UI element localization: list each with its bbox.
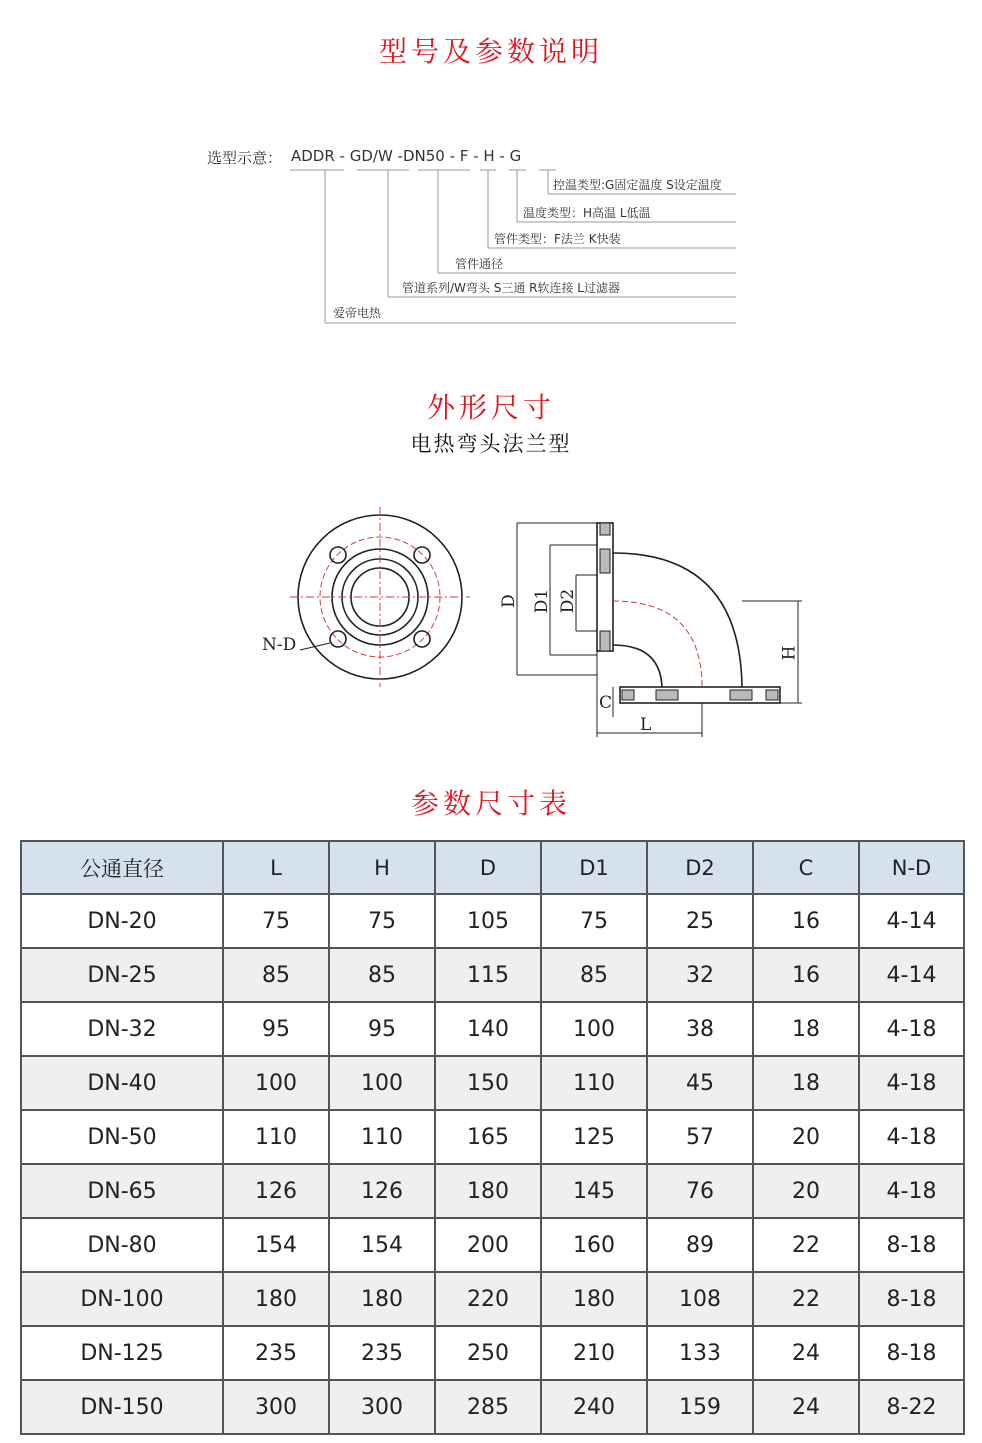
table-row: [21, 1110, 964, 1164]
table-cell: 18: [753, 1056, 859, 1110]
table-cell: 85: [223, 948, 329, 1002]
table-cell: 16: [753, 948, 859, 1002]
table-cell: 180: [435, 1164, 541, 1218]
flange-front-view: [290, 507, 470, 687]
table-cell: DN-32: [21, 1002, 223, 1056]
table-row: [21, 1272, 964, 1326]
table-cell: 100: [329, 1056, 435, 1110]
table-cell: 126: [223, 1164, 329, 1218]
legend-brand: 爱帝电热: [333, 306, 382, 320]
table-cell: 75: [541, 894, 647, 948]
table-cell: 220: [435, 1272, 541, 1326]
table-cell: DN-20: [21, 894, 223, 948]
table-cell: 8-22: [859, 1380, 964, 1434]
table-cell: DN-80: [21, 1218, 223, 1272]
label-n-d: N-D: [262, 635, 297, 655]
table-cell: 4-18: [859, 1164, 964, 1218]
table-cell: 4-18: [859, 1110, 964, 1164]
table-cell: 8-18: [859, 1272, 964, 1326]
table-row: [21, 1326, 964, 1380]
header-d: D: [435, 841, 541, 894]
table-row: [21, 1380, 964, 1434]
legend-pipe-series: 管道系列/W弯头 S三通 R软连接 L过滤器: [402, 281, 620, 295]
label-d1: D1: [532, 588, 553, 614]
legend-diameter: 管件通径: [455, 257, 504, 271]
table-cell: 300: [329, 1380, 435, 1434]
table-cell: 250: [435, 1326, 541, 1380]
table-cell: 154: [329, 1218, 435, 1272]
table-cell: 115: [435, 948, 541, 1002]
table-cell: 4-18: [859, 1002, 964, 1056]
header-nominal-diameter: 公通直径: [21, 841, 223, 894]
shape-subtitle: 电热弯头法兰型: [410, 432, 572, 456]
table-cell: 180: [329, 1272, 435, 1326]
header-l: L: [223, 841, 329, 894]
table-cell: 160: [541, 1218, 647, 1272]
table-cell: 24: [753, 1326, 859, 1380]
table-cell: 20: [753, 1164, 859, 1218]
table-cell: 76: [647, 1164, 753, 1218]
table-cell: 110: [329, 1110, 435, 1164]
table-cell: 235: [329, 1326, 435, 1380]
model-title: 型号及参数说明: [378, 35, 603, 68]
elbow-flange-drawing: [230, 505, 830, 755]
legend-fitting-type: 管件类型：F法兰 K快装: [494, 232, 621, 246]
table-cell: DN-65: [21, 1164, 223, 1218]
table-cell: 85: [541, 948, 647, 1002]
table-cell: 154: [223, 1218, 329, 1272]
table-cell: 125: [541, 1110, 647, 1164]
table-header-row: [21, 841, 964, 894]
table-cell: 300: [223, 1380, 329, 1434]
table-row: [21, 1056, 964, 1110]
table-cell: 140: [435, 1002, 541, 1056]
table-cell: 110: [223, 1110, 329, 1164]
header-h: H: [329, 841, 435, 894]
table-cell: 159: [647, 1380, 753, 1434]
table-cell: 235: [223, 1326, 329, 1380]
table-cell: 22: [753, 1272, 859, 1326]
elbow-side-view: [517, 523, 802, 737]
table-cell: 4-18: [859, 1056, 964, 1110]
table-cell: DN-50: [21, 1110, 223, 1164]
table-cell: 24: [753, 1380, 859, 1434]
table-cell: 89: [647, 1218, 753, 1272]
table-cell: 285: [435, 1380, 541, 1434]
table-cell: 85: [329, 948, 435, 1002]
table-cell: 200: [435, 1218, 541, 1272]
table-cell: 45: [647, 1056, 753, 1110]
model-leader-lines: [0, 140, 982, 340]
table-row: [21, 948, 964, 1002]
table-cell: 240: [541, 1380, 647, 1434]
table-cell: 75: [223, 894, 329, 948]
parameter-table: [20, 840, 963, 1435]
table-cell: 210: [541, 1326, 647, 1380]
table-cell: 4-14: [859, 894, 964, 948]
table-cell: 25: [647, 894, 753, 948]
legend-control-type: 控温类型:G固定温度 S设定温度: [553, 178, 722, 192]
table-cell: 100: [223, 1056, 329, 1110]
table-cell: 18: [753, 1002, 859, 1056]
table-cell: 105: [435, 894, 541, 948]
table-cell: DN-100: [21, 1272, 223, 1326]
table-row: [21, 1164, 964, 1218]
label-d: D: [498, 594, 519, 608]
table-cell: 145: [541, 1164, 647, 1218]
table-cell: DN-125: [21, 1326, 223, 1380]
table-row: [21, 1218, 964, 1272]
table-cell: 57: [647, 1110, 753, 1164]
table-cell: 8-18: [859, 1218, 964, 1272]
table-cell: 100: [541, 1002, 647, 1056]
table-cell: 165: [435, 1110, 541, 1164]
table-cell: 110: [541, 1056, 647, 1110]
table-cell: 32: [647, 948, 753, 1002]
table-cell: 38: [647, 1002, 753, 1056]
shape-title: 外形尺寸: [426, 391, 555, 424]
label-l: L: [640, 715, 652, 735]
table-cell: 95: [223, 1002, 329, 1056]
table-cell: 150: [435, 1056, 541, 1110]
table-cell: 75: [329, 894, 435, 948]
table-cell: 108: [647, 1272, 753, 1326]
label-h: H: [779, 645, 800, 661]
header-n-d: N-D: [859, 841, 964, 894]
model-code-diagram: [0, 140, 982, 340]
table-cell: 4-14: [859, 948, 964, 1002]
table-cell: 126: [329, 1164, 435, 1218]
label-c: C: [599, 693, 613, 713]
header-c: C: [753, 841, 859, 894]
table-cell: 133: [647, 1326, 753, 1380]
table-cell: 16: [753, 894, 859, 948]
table-cell: DN-150: [21, 1380, 223, 1434]
table-row: [21, 894, 964, 948]
table-cell: 20: [753, 1110, 859, 1164]
table-cell: DN-40: [21, 1056, 223, 1110]
table-title: 参数尺寸表: [410, 787, 571, 820]
table-cell: 22: [753, 1218, 859, 1272]
table-row: [21, 1002, 964, 1056]
header-d2: D2: [647, 841, 753, 894]
header-d1: D1: [541, 841, 647, 894]
model-code: ADDR - GD/W -DN50 - F - H - G: [291, 147, 522, 165]
table-cell: 8-18: [859, 1326, 964, 1380]
drawing-svg: [230, 505, 830, 755]
table-cell: 95: [329, 1002, 435, 1056]
legend-temp-type: 温度类型：H高温 L低温: [523, 206, 651, 220]
model-prefix: 选型示意：: [207, 149, 283, 167]
label-d2: D2: [558, 588, 579, 614]
table-cell: DN-25: [21, 948, 223, 1002]
table-cell: 180: [223, 1272, 329, 1326]
table-cell: 180: [541, 1272, 647, 1326]
